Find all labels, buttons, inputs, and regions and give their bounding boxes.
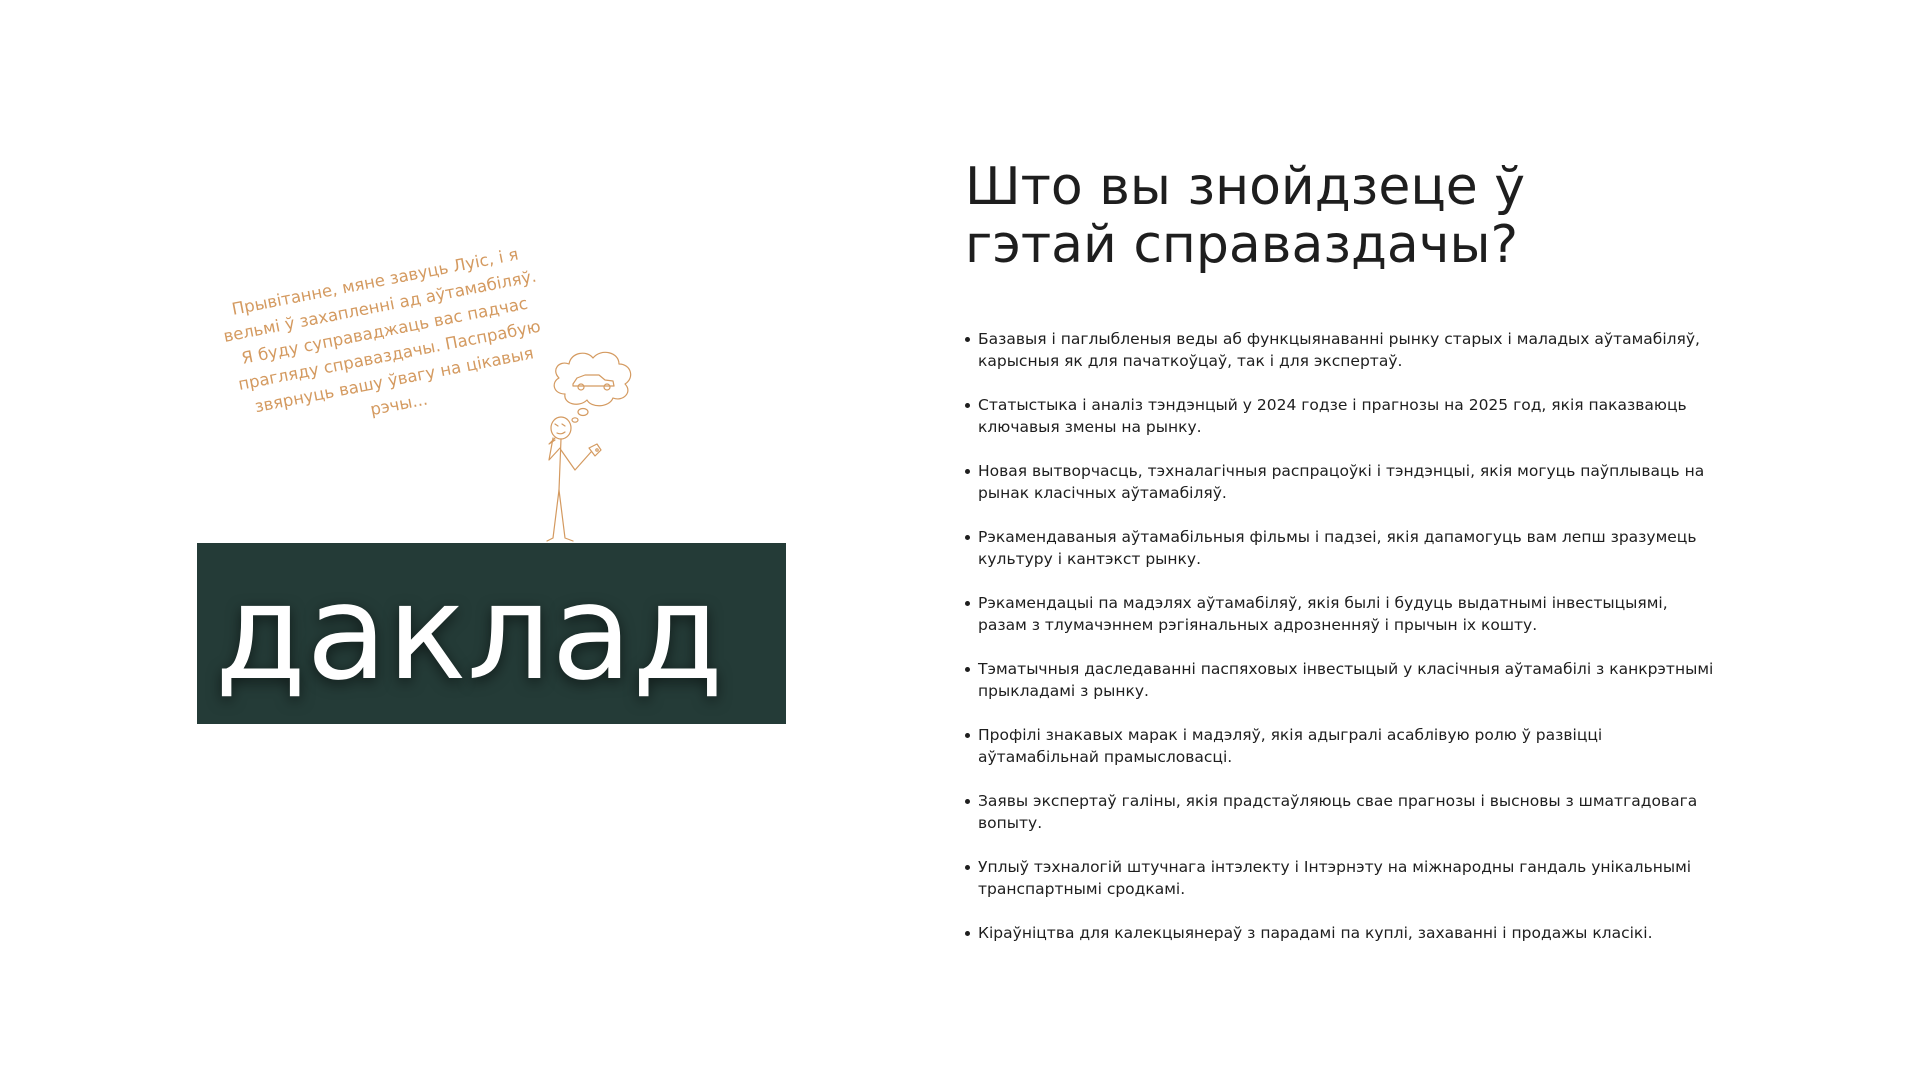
bullet-text: Профілі знакавых марак і мадэляў, якія адыгралі асаблівую ролю ў развіцці аўтамабільнай прамысловасці. <box>978 726 1603 766</box>
stick-figure-thinking-about-car-icon <box>525 340 655 550</box>
bullet-item <box>965 526 1715 592</box>
bullet-item <box>965 658 1715 724</box>
bullet-item <box>965 592 1715 658</box>
bullet-item <box>965 856 1715 922</box>
bullet-dot-icon <box>965 931 970 936</box>
title-box <box>197 543 786 724</box>
bullet-dot-icon <box>965 601 970 606</box>
section-heading: Што вы знойдзеце ў гэтай справаздачы? <box>965 157 1526 275</box>
bullet-item <box>965 790 1715 856</box>
bullet-text: Тэматычныя даследаванні паспяховых інвестыцый у класічныя аўтамабілі з канкрэтнымі прыкладамі з рынку. <box>978 660 1714 700</box>
bullet-item <box>965 328 1715 394</box>
bullet-item <box>965 922 1715 988</box>
bullet-text: Рэкамендацыі па мадэлях аўтамабіляў, якія былі і будуць выдатнымі інвестыцыямі, разам з тлумачэннем рэгіянальных адрозненняў і прычын іх кошту. <box>978 594 1668 634</box>
bullet-item <box>965 394 1715 460</box>
bullet-dot-icon <box>965 469 970 474</box>
bullet-list <box>965 328 1715 988</box>
bullet-text: Кіраўніцтва для калекцыянераў з парадамі па куплі, захаванні і продажы класікі. <box>978 924 1653 942</box>
bullet-dot-icon <box>965 535 970 540</box>
bullet-dot-icon <box>965 403 970 408</box>
bullet-text: Статыстыка і аналіз тэндэнцый у 2024 годзе і прагнозы на 2025 год, якія паказваюць ключавыя змены на рынку. <box>978 396 1687 436</box>
bullet-item <box>965 724 1715 790</box>
report-title: даклад <box>215 556 724 710</box>
bullet-text: Заявы экспертаў галіны, якія прадстаўляюць свае прагнозы і высновы з шматгадовага вопыту. <box>978 792 1698 832</box>
bullet-dot-icon <box>965 799 970 804</box>
bullet-dot-icon <box>965 865 970 870</box>
bullet-text: Новая вытворчасць, тэхналагічныя распрацоўкі і тэндэнцыі, якія могуць паўплываць на рынак класічных аўтамабіляў. <box>978 462 1705 502</box>
bullet-text: Уплыў тэхналогій штучнага інтэлекту і Інтэрнэту на міжнародны гандаль унікальнымі транспартнымі сродкамі. <box>978 858 1692 898</box>
bullet-dot-icon <box>965 733 970 738</box>
bullet-dot-icon <box>965 337 970 342</box>
bullet-text: Рэкамендаваныя аўтамабільныя фільмы і падзеі, якія дапамогуць вам лепш зразумець культуру і кантэкст рынку. <box>978 528 1697 568</box>
bullet-dot-icon <box>965 667 970 672</box>
speech-bubble-text: Прывітанне, мяне завуць Луіс, і я вельмі ў захапленні ад аўтамабіляў. Я буду суправаджаць вас падчас прагляду справаздачы. Паспрабую звярнуць вашу ўвагу на цікавыя рэчы... <box>221 244 543 420</box>
bullet-item <box>965 460 1715 526</box>
bullet-text: Базавыя і паглыбленыя веды аб функцыянаванні рынку старых і маладых аўтамабіляў, карысныя як для пачаткоўцаў, так і для экспертаў. <box>978 330 1700 370</box>
